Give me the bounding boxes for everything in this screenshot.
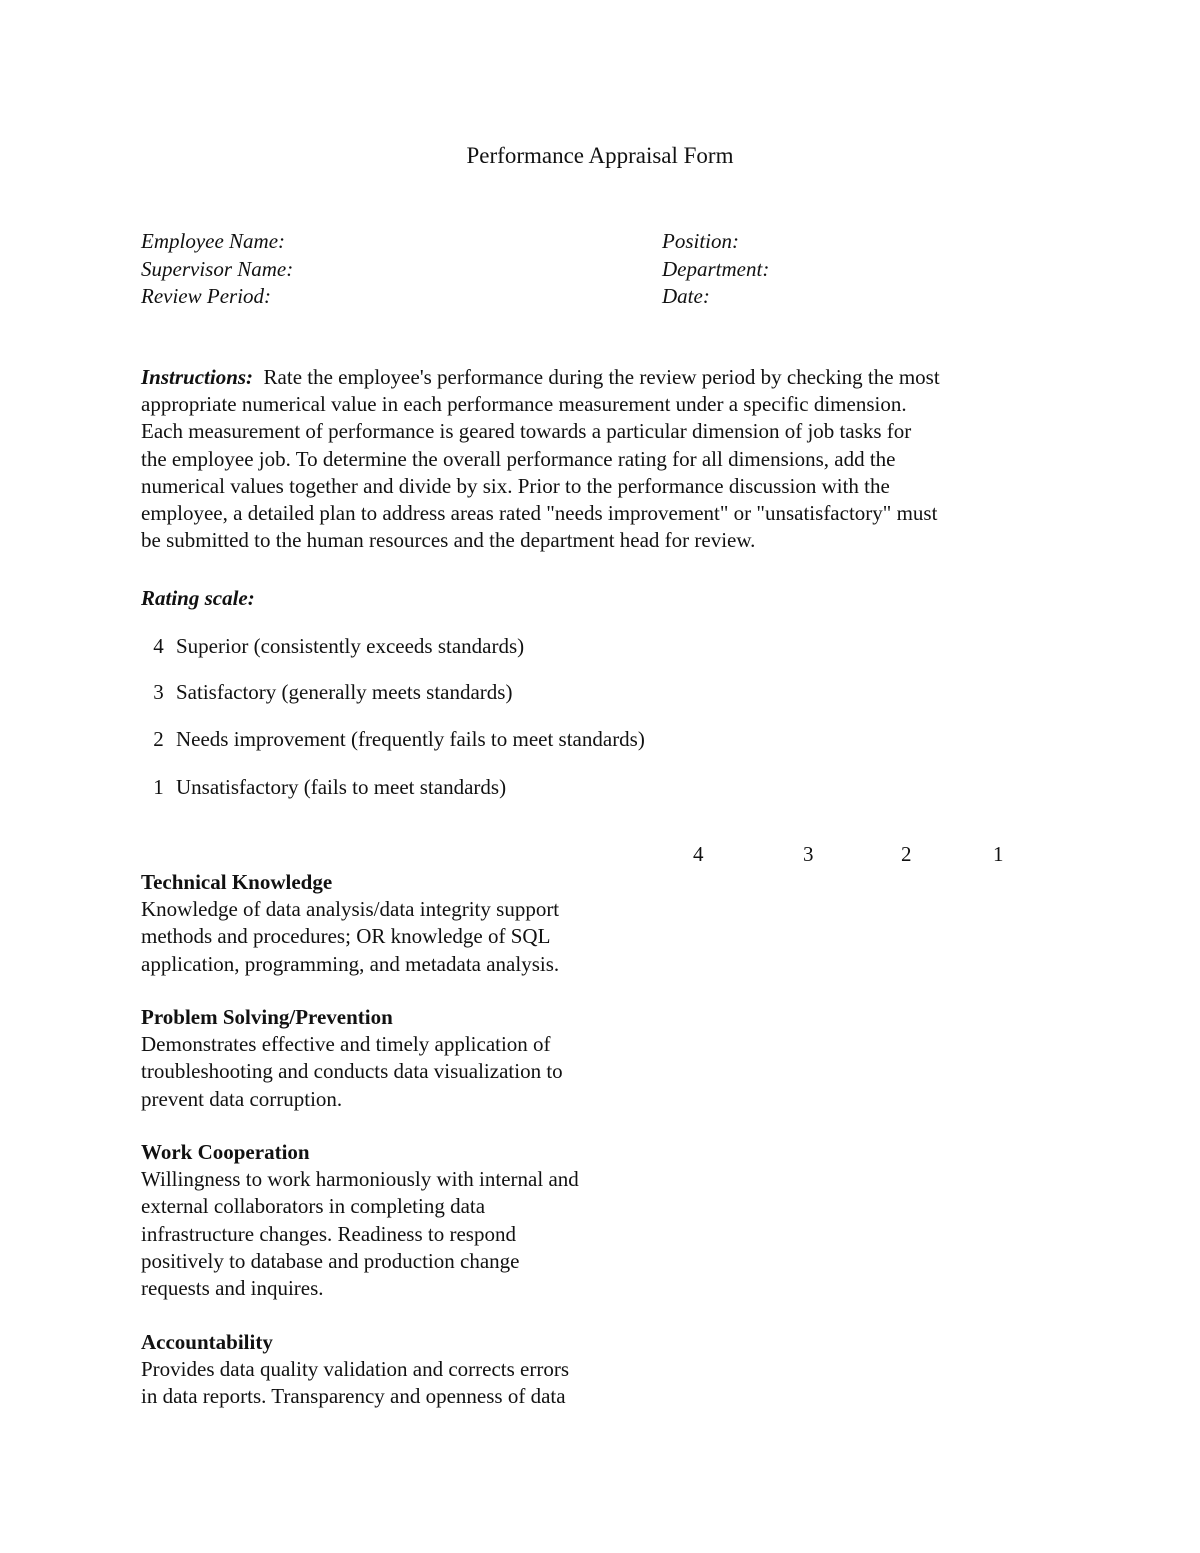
position-label: Position: — [662, 229, 739, 253]
dimension-line: application, programming, and metadata analysis. — [141, 951, 560, 976]
dimension-line: requests and inquires. — [141, 1276, 324, 1301]
dimension-line: Knowledge of data analysis/data integrity support — [141, 897, 560, 922]
rating-scale-item — [141, 775, 506, 800]
rating-label: Unsatisfactory (fails to meet standards) — [176, 775, 507, 799]
dimension-line: prevent data corruption. — [141, 1086, 343, 1111]
dimension-line: positively to database and production change — [141, 1248, 520, 1273]
instructions-paragraph — [141, 364, 1061, 554]
employee-name-label: Employee Name: — [141, 229, 286, 253]
department-label: Department: — [662, 256, 770, 281]
info-fields-left — [141, 228, 293, 311]
rating-column-1: 1 — [993, 842, 1004, 866]
dimension-line: Willingness to work harmoniously with internal and — [141, 1167, 579, 1192]
rating-value: 2 — [153, 727, 164, 751]
instructions-line: be submitted to the human resources and the department head for review. — [141, 528, 756, 553]
rating-scale-item — [141, 634, 524, 659]
instructions-line: Each measurement of performance is geared towards a particular dimension of job tasks for — [141, 419, 912, 444]
dimension-problem-solving — [141, 1004, 661, 1113]
supervisor-name-label: Supervisor Name: — [141, 256, 294, 281]
dimension-line: Provides data quality validation and corrects errors — [141, 1357, 570, 1382]
instructions-line: numerical values together and divide by six. Prior to the performance discussion with the — [141, 473, 890, 498]
dimension-line: infrastructure changes. Readiness to respond — [141, 1221, 516, 1246]
rating-value: 3 — [153, 680, 164, 704]
dimension-line: external collaborators in completing data — [141, 1194, 486, 1219]
rating-value: 4 — [153, 634, 164, 658]
dimension-line: in data reports. Transparency and openness of data — [141, 1384, 566, 1409]
dimension-title: Technical Knowledge — [141, 870, 333, 894]
rating-column-3: 3 — [803, 842, 814, 866]
dimension-title: Accountability — [141, 1330, 273, 1354]
dimension-line: Demonstrates effective and timely application of — [141, 1032, 551, 1057]
rating-value: 1 — [153, 775, 164, 799]
instructions-line: employee, a detailed plan to address areas rated "needs improvement" or "unsatisfactory" must — [141, 501, 938, 526]
instructions-label: Instructions: — [141, 365, 254, 389]
instructions-line: the employee job. To determine the overall performance rating for all dimensions, add the — [141, 446, 896, 471]
instructions-line: appropriate numerical value in each performance measurement under a specific dimension. — [141, 392, 907, 417]
page-title: Performance Appraisal Form — [466, 143, 734, 168]
review-period-label: Review Period: — [141, 284, 272, 308]
rating-scale-title: Rating scale: — [141, 586, 255, 610]
info-fields-right — [662, 228, 769, 311]
instructions-text: Rate the employee's performance during the review period by checking the most — [263, 365, 940, 389]
rating-label: Needs improvement (frequently fails to meet standards) — [176, 727, 645, 751]
rating-label: Satisfactory (generally meets standards) — [176, 680, 513, 704]
rating-scale-item — [141, 680, 512, 705]
dimension-line: troubleshooting and conducts data visualization to — [141, 1059, 563, 1084]
rating-column-4: 4 — [693, 842, 704, 866]
dimension-technical-knowledge — [141, 869, 661, 978]
instructions-line — [141, 364, 1061, 391]
dimension-line: methods and procedures; OR knowledge of SQL — [141, 924, 551, 949]
rating-label: Superior (consistently exceeds standards) — [176, 634, 525, 658]
dimension-work-cooperation — [141, 1139, 661, 1302]
dimension-accountability — [141, 1329, 661, 1411]
dimension-title: Problem Solving/Prevention — [141, 1005, 393, 1029]
dimension-title: Work Cooperation — [141, 1140, 310, 1164]
date-label: Date: — [662, 284, 710, 308]
rating-column-2: 2 — [901, 842, 912, 866]
rating-scale-item — [141, 727, 645, 752]
